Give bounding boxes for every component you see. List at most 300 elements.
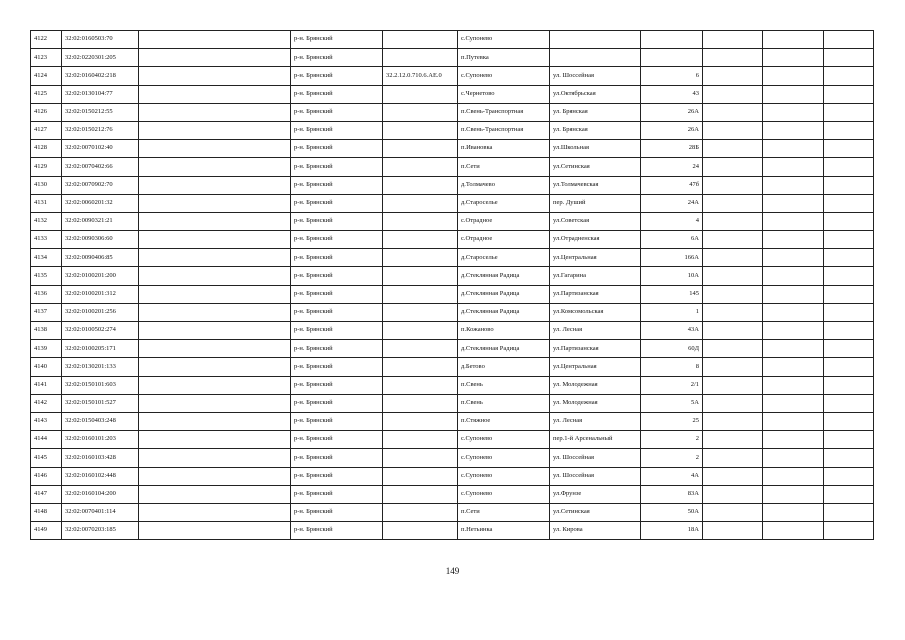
code-cell xyxy=(383,49,458,67)
empty-cell xyxy=(763,31,824,49)
house-number-cell: 2 xyxy=(641,449,703,467)
empty-cell xyxy=(139,85,291,103)
table-row xyxy=(31,376,874,394)
empty-cell xyxy=(139,285,291,303)
cadastral-number-cell: 32:02:0130104:77 xyxy=(62,85,139,103)
empty-cell xyxy=(703,103,763,121)
empty-cell xyxy=(824,358,874,376)
empty-cell xyxy=(763,158,824,176)
table-row xyxy=(31,394,874,412)
street-cell: ул. Брянская xyxy=(550,103,641,121)
cadastral-number-cell: 32:02:0130201:133 xyxy=(62,358,139,376)
table-row xyxy=(31,158,874,176)
empty-cell xyxy=(703,376,763,394)
locality-cell: д.Толмачево xyxy=(458,176,550,194)
empty-cell xyxy=(763,194,824,212)
house-number-cell: 4А xyxy=(641,467,703,485)
empty-cell xyxy=(763,522,824,540)
empty-cell xyxy=(763,285,824,303)
street-cell: ул.Комсомольская xyxy=(550,303,641,321)
empty-cell xyxy=(824,176,874,194)
empty-cell xyxy=(824,303,874,321)
empty-cell xyxy=(824,140,874,158)
cadastral-number-cell: 32:02:0060201:32 xyxy=(62,194,139,212)
empty-cell xyxy=(703,140,763,158)
cadastral-number-cell: 32:02:0070902:70 xyxy=(62,176,139,194)
cadastral-number-cell: 32:02:0160101:203 xyxy=(62,431,139,449)
code-cell xyxy=(383,485,458,503)
empty-cell xyxy=(703,176,763,194)
locality-cell: д.Стеклянная Радица xyxy=(458,303,550,321)
district-cell: р-н. Брянский xyxy=(291,103,383,121)
house-number-cell: 10А xyxy=(641,267,703,285)
row-number-cell: 4146 xyxy=(31,467,62,485)
empty-cell xyxy=(139,522,291,540)
empty-cell xyxy=(703,212,763,230)
house-number-cell: 28Б xyxy=(641,140,703,158)
locality-cell: д.Староселье xyxy=(458,249,550,267)
district-cell: р-н. Брянский xyxy=(291,467,383,485)
table-row xyxy=(31,303,874,321)
house-number-cell: 4 xyxy=(641,212,703,230)
table-row xyxy=(31,485,874,503)
house-number-cell: 43А xyxy=(641,322,703,340)
table-row xyxy=(31,176,874,194)
table-body xyxy=(31,31,874,540)
house-number-cell: 166А xyxy=(641,249,703,267)
empty-cell xyxy=(139,376,291,394)
row-number-cell: 4123 xyxy=(31,49,62,67)
street-cell: ул.Школьная xyxy=(550,140,641,158)
table-row xyxy=(31,103,874,121)
cadastral-number-cell: 32:02:0070402:66 xyxy=(62,158,139,176)
cadastral-number-cell: 32:02:0160102:448 xyxy=(62,467,139,485)
row-number-cell: 4140 xyxy=(31,358,62,376)
row-number-cell: 4139 xyxy=(31,340,62,358)
house-number-cell: 6 xyxy=(641,67,703,85)
empty-cell xyxy=(703,85,763,103)
empty-cell xyxy=(824,376,874,394)
district-cell: р-н. Брянский xyxy=(291,67,383,85)
code-cell xyxy=(383,522,458,540)
street-cell: ул.Центральная xyxy=(550,249,641,267)
house-number-cell: 83А xyxy=(641,485,703,503)
house-number-cell xyxy=(641,49,703,67)
district-cell: р-н. Брянский xyxy=(291,249,383,267)
registry-sheet xyxy=(30,30,873,540)
code-cell xyxy=(383,503,458,521)
empty-cell xyxy=(139,394,291,412)
district-cell: р-н. Брянский xyxy=(291,31,383,49)
table-row xyxy=(31,522,874,540)
house-number-cell: 18А xyxy=(641,522,703,540)
locality-cell: п.Свень-Транспортная xyxy=(458,121,550,139)
house-number-cell: 47б xyxy=(641,176,703,194)
house-number-cell: 43 xyxy=(641,85,703,103)
locality-cell: с.Супонево xyxy=(458,467,550,485)
district-cell: р-н. Брянский xyxy=(291,158,383,176)
row-number-cell: 4124 xyxy=(31,67,62,85)
empty-cell xyxy=(703,231,763,249)
street-cell: ул.Советская xyxy=(550,212,641,230)
row-number-cell: 4128 xyxy=(31,140,62,158)
district-cell: р-н. Брянский xyxy=(291,340,383,358)
empty-cell xyxy=(824,503,874,521)
code-cell xyxy=(383,376,458,394)
table-row xyxy=(31,231,874,249)
locality-cell: п.Путевка xyxy=(458,49,550,67)
empty-cell xyxy=(824,158,874,176)
cadastral-number-cell: 32:02:0160402:218 xyxy=(62,67,139,85)
table-row xyxy=(31,140,874,158)
district-cell: р-н. Брянский xyxy=(291,194,383,212)
empty-cell xyxy=(763,121,824,139)
row-number-cell: 4129 xyxy=(31,158,62,176)
house-number-cell: 145 xyxy=(641,285,703,303)
locality-cell: п.Сети xyxy=(458,158,550,176)
row-number-cell: 4122 xyxy=(31,31,62,49)
code-cell xyxy=(383,340,458,358)
table-row xyxy=(31,503,874,521)
empty-cell xyxy=(824,285,874,303)
district-cell: р-н. Брянский xyxy=(291,522,383,540)
code-cell: 32.2.12.0.710.6.АЕ.0 xyxy=(383,67,458,85)
table-row xyxy=(31,412,874,430)
street-cell: ул. Лесная xyxy=(550,412,641,430)
empty-cell xyxy=(703,449,763,467)
empty-cell xyxy=(703,322,763,340)
code-cell xyxy=(383,449,458,467)
district-cell: р-н. Брянский xyxy=(291,121,383,139)
district-cell: р-н. Брянский xyxy=(291,412,383,430)
empty-cell xyxy=(824,49,874,67)
street-cell xyxy=(550,31,641,49)
empty-cell xyxy=(763,503,824,521)
street-cell: ул.Сетинская xyxy=(550,158,641,176)
empty-cell xyxy=(703,412,763,430)
street-cell: ул. Лесная xyxy=(550,322,641,340)
code-cell xyxy=(383,267,458,285)
cadastral-number-cell: 32:02:0090406:85 xyxy=(62,249,139,267)
row-number-cell: 4134 xyxy=(31,249,62,267)
empty-cell xyxy=(824,212,874,230)
locality-cell: д.Стеклянная Радица xyxy=(458,285,550,303)
locality-cell: с.Супонево xyxy=(458,67,550,85)
table-row xyxy=(31,194,874,212)
code-cell xyxy=(383,303,458,321)
row-number-cell: 4145 xyxy=(31,449,62,467)
row-number-cell: 4126 xyxy=(31,103,62,121)
empty-cell xyxy=(139,431,291,449)
cadastral-number-cell: 32:02:0150101:603 xyxy=(62,376,139,394)
empty-cell xyxy=(763,376,824,394)
table-row xyxy=(31,431,874,449)
table-row xyxy=(31,121,874,139)
empty-cell xyxy=(824,467,874,485)
district-cell: р-н. Брянский xyxy=(291,394,383,412)
empty-cell xyxy=(703,67,763,85)
row-number-cell: 4148 xyxy=(31,503,62,521)
row-number-cell: 4143 xyxy=(31,412,62,430)
code-cell xyxy=(383,358,458,376)
cadastral-number-cell: 32:02:0160103:428 xyxy=(62,449,139,467)
empty-cell xyxy=(139,267,291,285)
empty-cell xyxy=(139,121,291,139)
empty-cell xyxy=(139,67,291,85)
house-number-cell: 26А xyxy=(641,121,703,139)
district-cell: р-н. Брянский xyxy=(291,485,383,503)
empty-cell xyxy=(763,412,824,430)
district-cell: р-н. Брянский xyxy=(291,303,383,321)
cadastral-number-cell: 32:02:0100205:171 xyxy=(62,340,139,358)
cadastral-number-cell: 32:02:0100502:274 xyxy=(62,322,139,340)
empty-cell xyxy=(703,485,763,503)
empty-cell xyxy=(763,322,824,340)
code-cell xyxy=(383,158,458,176)
locality-cell: п.Ивановка xyxy=(458,140,550,158)
locality-cell: п.Свень-Транспортная xyxy=(458,103,550,121)
empty-cell xyxy=(703,285,763,303)
cadastral-number-cell: 32:02:0150403:248 xyxy=(62,412,139,430)
row-number-cell: 4137 xyxy=(31,303,62,321)
locality-cell: п.Нетьинка xyxy=(458,522,550,540)
house-number-cell: 2 xyxy=(641,431,703,449)
empty-cell xyxy=(824,103,874,121)
street-cell: ул. Шоссейная xyxy=(550,67,641,85)
table-row xyxy=(31,322,874,340)
row-number-cell: 4131 xyxy=(31,194,62,212)
table-row xyxy=(31,67,874,85)
code-cell xyxy=(383,194,458,212)
empty-cell xyxy=(763,394,824,412)
locality-cell: п.Сети xyxy=(458,503,550,521)
street-cell: ул.Партизанская xyxy=(550,285,641,303)
row-number-cell: 4125 xyxy=(31,85,62,103)
empty-cell xyxy=(139,103,291,121)
house-number-cell: 6А xyxy=(641,231,703,249)
code-cell xyxy=(383,467,458,485)
cadastral-number-cell: 32:02:0090306:60 xyxy=(62,231,139,249)
district-cell: р-н. Брянский xyxy=(291,212,383,230)
empty-cell xyxy=(703,194,763,212)
empty-cell xyxy=(139,49,291,67)
locality-cell: п.Свень xyxy=(458,376,550,394)
empty-cell xyxy=(763,67,824,85)
street-cell: ул.Центральная xyxy=(550,358,641,376)
empty-cell xyxy=(139,249,291,267)
empty-cell xyxy=(824,394,874,412)
table-row xyxy=(31,249,874,267)
row-number-cell: 4133 xyxy=(31,231,62,249)
page-number: 149 xyxy=(445,566,460,576)
cadastral-number-cell: 32:02:0160104:200 xyxy=(62,485,139,503)
row-number-cell: 4149 xyxy=(31,522,62,540)
empty-cell xyxy=(763,467,824,485)
street-cell: пер. Душий xyxy=(550,194,641,212)
street-cell: пер.1-й Арсенальный xyxy=(550,431,641,449)
empty-cell xyxy=(703,267,763,285)
cadastral-number-cell: 32:02:0070102:40 xyxy=(62,140,139,158)
empty-cell xyxy=(139,358,291,376)
empty-cell xyxy=(763,49,824,67)
house-number-cell: 24 xyxy=(641,158,703,176)
row-number-cell: 4144 xyxy=(31,431,62,449)
cadastral-number-cell: 32:02:0070203:185 xyxy=(62,522,139,540)
cadastral-number-cell: 32:02:0100201:256 xyxy=(62,303,139,321)
code-cell xyxy=(383,121,458,139)
row-number-cell: 4142 xyxy=(31,394,62,412)
empty-cell xyxy=(139,194,291,212)
empty-cell xyxy=(763,303,824,321)
street-cell: ул.Октябрьская xyxy=(550,85,641,103)
empty-cell xyxy=(763,85,824,103)
empty-cell xyxy=(763,176,824,194)
empty-cell xyxy=(824,67,874,85)
district-cell: р-н. Брянский xyxy=(291,285,383,303)
house-number-cell: 5А xyxy=(641,394,703,412)
table-row xyxy=(31,449,874,467)
street-cell: ул.Сетинская xyxy=(550,503,641,521)
empty-cell xyxy=(763,140,824,158)
district-cell: р-н. Брянский xyxy=(291,322,383,340)
locality-cell: д.Староселье xyxy=(458,194,550,212)
row-number-cell: 4141 xyxy=(31,376,62,394)
house-number-cell: 60Д xyxy=(641,340,703,358)
empty-cell xyxy=(763,449,824,467)
empty-cell xyxy=(139,485,291,503)
table-row xyxy=(31,31,874,49)
empty-cell xyxy=(703,49,763,67)
street-cell: ул.Отрадненская xyxy=(550,231,641,249)
table-row xyxy=(31,49,874,67)
district-cell: р-н. Брянский xyxy=(291,140,383,158)
locality-cell: с.Отрадное xyxy=(458,212,550,230)
code-cell xyxy=(383,212,458,230)
house-number-cell: 8 xyxy=(641,358,703,376)
code-cell xyxy=(383,85,458,103)
house-number-cell: 2/1 xyxy=(641,376,703,394)
code-cell xyxy=(383,412,458,430)
row-number-cell: 4127 xyxy=(31,121,62,139)
row-number-cell: 4138 xyxy=(31,322,62,340)
street-cell: ул. Молодежная xyxy=(550,376,641,394)
empty-cell xyxy=(824,412,874,430)
empty-cell xyxy=(703,431,763,449)
empty-cell xyxy=(763,340,824,358)
street-cell: ул.Фрунзе xyxy=(550,485,641,503)
empty-cell xyxy=(824,231,874,249)
locality-cell: д.Бетово xyxy=(458,358,550,376)
locality-cell: с.Супонево xyxy=(458,31,550,49)
empty-cell xyxy=(763,485,824,503)
empty-cell xyxy=(824,431,874,449)
empty-cell xyxy=(139,340,291,358)
empty-cell xyxy=(763,267,824,285)
empty-cell xyxy=(824,121,874,139)
district-cell: р-н. Брянский xyxy=(291,267,383,285)
empty-cell xyxy=(763,103,824,121)
empty-cell xyxy=(139,176,291,194)
cadastral-number-cell: 32:02:0150212:76 xyxy=(62,121,139,139)
house-number-cell: 24А xyxy=(641,194,703,212)
empty-cell xyxy=(824,85,874,103)
district-cell: р-н. Брянский xyxy=(291,231,383,249)
district-cell: р-н. Брянский xyxy=(291,376,383,394)
empty-cell xyxy=(824,267,874,285)
house-number-cell xyxy=(641,31,703,49)
empty-cell xyxy=(139,140,291,158)
district-cell: р-н. Брянский xyxy=(291,176,383,194)
cadastral-number-cell: 32:02:0100201:312 xyxy=(62,285,139,303)
empty-cell xyxy=(703,340,763,358)
empty-cell xyxy=(703,249,763,267)
row-number-cell: 4132 xyxy=(31,212,62,230)
property-registry-table xyxy=(30,30,874,540)
row-number-cell: 4130 xyxy=(31,176,62,194)
empty-cell xyxy=(139,467,291,485)
empty-cell xyxy=(824,249,874,267)
code-cell xyxy=(383,322,458,340)
table-row xyxy=(31,285,874,303)
empty-cell xyxy=(763,431,824,449)
empty-cell xyxy=(763,231,824,249)
locality-cell: д.Стеклянная Радица xyxy=(458,340,550,358)
code-cell xyxy=(383,176,458,194)
locality-cell: п.Стяжное xyxy=(458,412,550,430)
house-number-cell: 26А xyxy=(641,103,703,121)
district-cell: р-н. Брянский xyxy=(291,431,383,449)
table-row xyxy=(31,467,874,485)
locality-cell: с.Чернетово xyxy=(458,85,550,103)
street-cell: ул. Шоссейная xyxy=(550,467,641,485)
empty-cell xyxy=(763,358,824,376)
table-row xyxy=(31,212,874,230)
locality-cell: с.Отрадное xyxy=(458,231,550,249)
empty-cell xyxy=(139,322,291,340)
empty-cell xyxy=(139,158,291,176)
district-cell: р-н. Брянский xyxy=(291,449,383,467)
empty-cell xyxy=(703,31,763,49)
code-cell xyxy=(383,140,458,158)
house-number-cell: 50А xyxy=(641,503,703,521)
empty-cell xyxy=(763,212,824,230)
table-row xyxy=(31,358,874,376)
empty-cell xyxy=(139,449,291,467)
cadastral-number-cell: 32:02:0160503:70 xyxy=(62,31,139,49)
locality-cell: с.Супонево xyxy=(458,431,550,449)
district-cell: р-н. Брянский xyxy=(291,503,383,521)
district-cell: р-н. Брянский xyxy=(291,85,383,103)
empty-cell xyxy=(139,303,291,321)
empty-cell xyxy=(703,158,763,176)
empty-cell xyxy=(703,358,763,376)
row-number-cell: 4136 xyxy=(31,285,62,303)
street-cell: ул.Партизанская xyxy=(550,340,641,358)
cadastral-number-cell: 32:02:0150212:55 xyxy=(62,103,139,121)
empty-cell xyxy=(824,449,874,467)
locality-cell: с.Супонево xyxy=(458,485,550,503)
locality-cell: д.Стеклянная Радица xyxy=(458,267,550,285)
empty-cell xyxy=(824,485,874,503)
cadastral-number-cell: 32:02:0070401:114 xyxy=(62,503,139,521)
street-cell: ул.Толмачевская xyxy=(550,176,641,194)
empty-cell xyxy=(824,522,874,540)
empty-cell xyxy=(139,212,291,230)
street-cell: ул. Молодежная xyxy=(550,394,641,412)
district-cell: р-н. Брянский xyxy=(291,49,383,67)
table-row xyxy=(31,85,874,103)
empty-cell xyxy=(703,121,763,139)
